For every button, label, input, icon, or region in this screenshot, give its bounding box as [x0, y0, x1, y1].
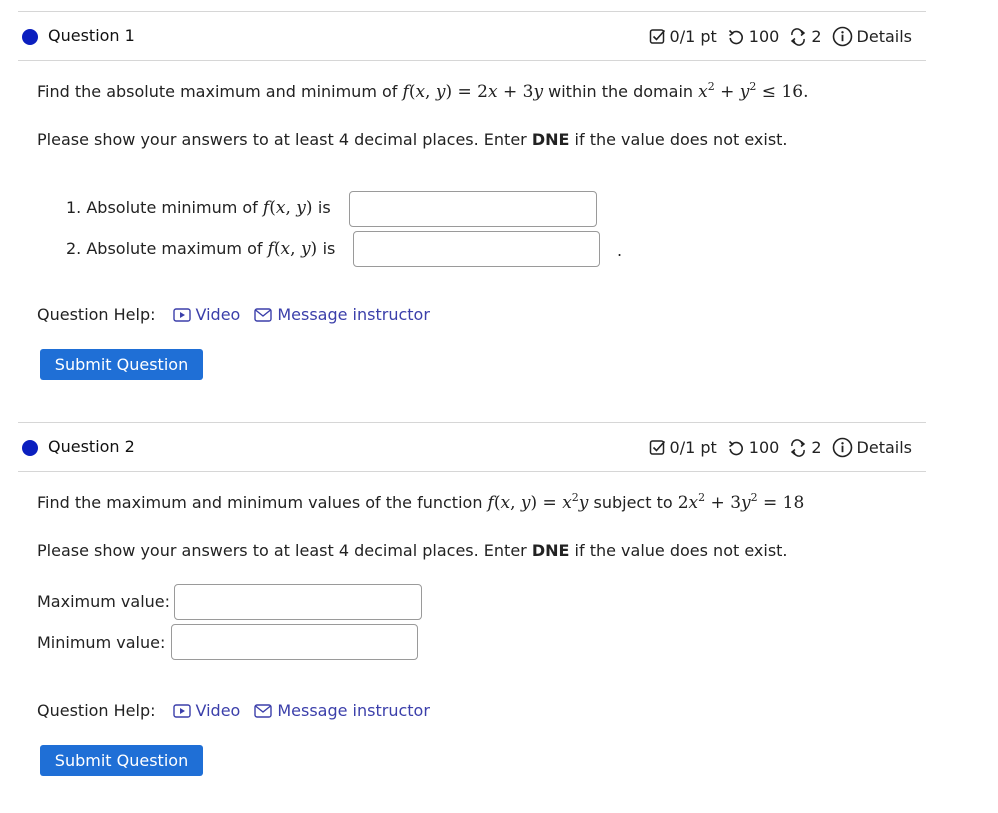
absolute-minimum-input[interactable]	[349, 191, 597, 227]
answer-1-suffix: is	[317, 198, 331, 217]
question-title[interactable]: Question 2	[48, 437, 135, 456]
info-icon[interactable]	[832, 26, 853, 47]
envelope-icon	[254, 308, 277, 322]
function-expression: f(x, $y) = x^2y$	[487, 491, 589, 513]
score-text: 0/1 pt	[669, 27, 717, 46]
checkbox-icon	[649, 28, 666, 45]
video-link[interactable]	[173, 701, 241, 720]
submit-question-button[interactable]: Submit Question	[40, 745, 203, 776]
answer-1-label-text: 1. Absolute minimum of	[66, 198, 258, 217]
answer-2-suffix: is	[322, 239, 336, 258]
question-meta	[649, 26, 912, 47]
video-icon	[173, 308, 196, 322]
help-label: Question Help:	[37, 305, 156, 324]
info-icon[interactable]	[832, 437, 853, 458]
message-label[interactable]: Message instructor	[277, 701, 430, 720]
trailing-period: .	[617, 241, 623, 260]
answer-1-label	[66, 198, 331, 218]
tries-icon	[789, 439, 807, 457]
tries-text: 2	[811, 27, 822, 46]
instructions-text-start: Please show your answers to at least 4 decimal places. Enter	[37, 541, 527, 560]
submit-question-button[interactable]: Submit Question	[40, 349, 203, 380]
question-header	[18, 422, 926, 472]
question-title[interactable]: Question 1	[48, 26, 135, 45]
answer-2-label	[66, 239, 335, 259]
help-label: Question Help:	[37, 701, 156, 720]
message-instructor-link[interactable]	[254, 701, 430, 720]
instructions-dne: DNE	[531, 130, 570, 149]
minimum-value-label: Minimum value:	[37, 633, 166, 652]
video-link[interactable]	[173, 305, 241, 324]
answer-2-function: f(x, y)	[267, 239, 323, 259]
instructions-text-end: if the value does not exist.	[574, 130, 788, 149]
question-help	[37, 305, 430, 324]
instructions-text-end: if the value does not exist.	[574, 541, 788, 560]
prompt-text-start: Find the maximum and minimum values of the function	[37, 493, 483, 512]
constraint-expression: $2x^2 + 3y^2 = 18$	[677, 491, 805, 513]
answer-1-function: f(x, y)	[262, 198, 318, 218]
question-status-bullet	[22, 440, 38, 456]
question-prompt	[37, 82, 808, 102]
prompt-text-constraint: subject to	[593, 493, 673, 512]
instructions-dne: DNE	[531, 541, 570, 560]
instructions	[37, 541, 788, 560]
score-text: 0/1 pt	[669, 438, 717, 457]
details-link[interactable]: Details	[856, 27, 912, 46]
retry-icon	[727, 439, 745, 457]
prompt-text-start: Find the absolute maximum and minimum of	[37, 82, 398, 101]
message-instructor-link[interactable]	[254, 305, 430, 324]
video-label[interactable]: Video	[195, 701, 241, 720]
answer-2-label-text: 2. Absolute maximum of	[66, 239, 263, 258]
attempts-text: 100	[748, 438, 780, 457]
domain-expression: $x^2 + y^2 \le 16$.	[698, 80, 809, 102]
attempts-text: 100	[748, 27, 780, 46]
tries-text: 2	[811, 438, 822, 457]
maximum-value-input[interactable]	[174, 584, 422, 620]
instructions-text-start: Please show your answers to at least 4 decimal places. Enter	[37, 130, 527, 149]
question-help	[37, 701, 430, 720]
video-label[interactable]: Video	[195, 305, 241, 324]
envelope-icon	[254, 704, 277, 718]
function-expression: f(x, y) = 2x + 3y	[402, 82, 544, 102]
video-icon	[173, 704, 196, 718]
question-prompt	[37, 493, 804, 513]
question-status-bullet	[22, 29, 38, 45]
checkbox-icon	[649, 439, 666, 456]
instructions	[37, 130, 788, 149]
tries-icon	[789, 28, 807, 46]
retry-icon	[727, 28, 745, 46]
minimum-value-input[interactable]	[171, 624, 418, 660]
prompt-text-domain: within the domain	[548, 82, 694, 101]
question-header	[18, 11, 926, 61]
maximum-value-label: Maximum value:	[37, 592, 171, 611]
message-label[interactable]: Message instructor	[277, 305, 430, 324]
question-meta	[649, 437, 912, 458]
absolute-maximum-input[interactable]	[353, 231, 600, 267]
details-link[interactable]: Details	[856, 438, 912, 457]
